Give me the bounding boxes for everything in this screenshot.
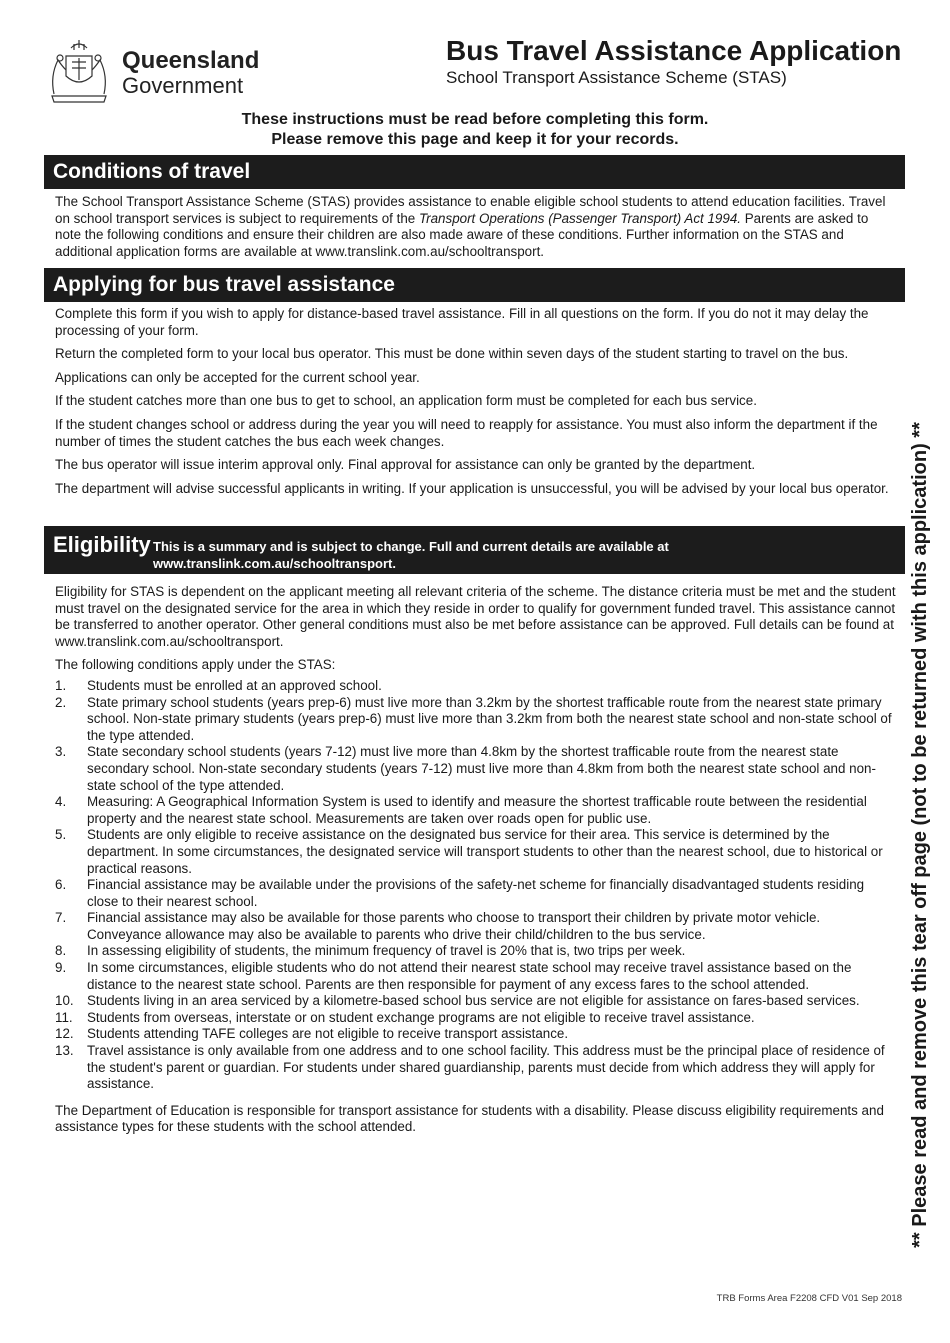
applying-paragraph: If the student catches more than one bus to get to school, an application form must be completed for each bus service.	[55, 393, 757, 409]
applying-paragraph: The department will advise successful applicants in writing. If your application is unsuccessful, you will be advised by your local bus operator.	[55, 480, 889, 496]
eligibility-body	[55, 584, 897, 1143]
list-number: 11.	[55, 1009, 73, 1025]
conditions-body	[55, 194, 897, 267]
list-item	[55, 910, 897, 943]
list-item	[55, 1026, 897, 1043]
conditions-heading: Conditions of travel	[53, 160, 251, 183]
list-number: 1.	[55, 677, 67, 693]
list-item	[55, 678, 897, 695]
list-item	[55, 695, 897, 745]
list-number: 3.	[55, 744, 67, 760]
coat-of-arms-icon	[44, 36, 114, 106]
list-item	[55, 943, 897, 960]
conditions-text-1: The School Transport Assistance Scheme (STAS) provides assistance to enable eligible school students to attend education facilities. Travel on school transport services is subject to requirements of the	[55, 194, 886, 226]
list-text: State secondary school students (years 7-12) must live more than 4.8km by the shortest trafficable route from the nearest state secondary school. Non-state secondary students (years 7-12) must live more than 4.8km from both the nearest state school and non-state school of the type attended.	[87, 744, 876, 793]
eligibility-note: This is a summary and is subject to change. Full and current details are available at www.translink.com.au/schooltransport.	[153, 539, 669, 571]
list-number: 10.	[55, 993, 74, 1009]
list-text: In some circumstances, eligible students who do not attend their nearest state school may receive travel assistance based on the distance to the nearest state school. Parents are then responsible for payment of any excess fares to the school attended.	[87, 960, 852, 992]
page-subtitle: School Transport Assistance Scheme (STAS)	[446, 68, 787, 87]
list-text: State primary school students (years prep-6) must live more than 3.2km by the shortest trafficable route from the nearest state primary school. Non-state primary students (years prep-6) must live more than 3.2km from both the nearest state school and non-state school of the type attended.	[87, 694, 892, 743]
logo-queensland: Queensland	[122, 47, 260, 74]
tear-off-side-note: ** Please read and remove this tear off page (not to be returned with this application) **	[909, 422, 931, 1248]
list-number: 7.	[55, 910, 67, 926]
list-number: 4.	[55, 794, 67, 810]
list-item	[55, 794, 897, 827]
list-number: 9.	[55, 960, 67, 976]
list-item	[55, 993, 897, 1010]
instruction-line-2: Please remove this page and keep it for your records.	[271, 131, 679, 148]
list-item	[55, 877, 897, 910]
eligibility-closing: The Department of Education is responsible for transport assistance for students with a disability. Please discuss eligibility requirements and assistance types for these students with the school attended.	[55, 1102, 884, 1135]
list-number: 12.	[55, 1026, 74, 1042]
form-reference-footer: TRB Forms Area F2208 CFD V01 Sep 2018	[716, 1293, 902, 1304]
list-text: In assessing eligibility of students, the minimum frequency of travel is 20% that is, two trips per week.	[87, 943, 686, 959]
list-text: Students living in an area serviced by a kilometre-based school bus service are not eligible for assistance on fares-based services.	[87, 993, 860, 1009]
applying-paragraph: Return the completed form to your local bus operator. This must be done within seven days of the student starting to travel on the bus.	[55, 346, 849, 362]
eligibility-intro: Eligibility for STAS is dependent on the applicant meeting all relevant criteria of the scheme. The distance criteria must be met and the student must travel on the designated service for the area in which they reside in order to qualify for government funded travel. This assistance cannot be transferred to another operator. Other general conditions must also be met before assistance can be approved. Full details can be found at www.translink.com.au/schooltransport.	[55, 584, 896, 649]
list-text: Students from overseas, interstate or on student exchange programs are not eligible to receive travel assistance.	[87, 1009, 755, 1025]
list-text: Financial assistance may also be available for those parents who choose to transport their children by private motor vehicle. Conveyance allowance may also be available to parents who drive their child/children to the bus service.	[87, 910, 821, 942]
applying-body	[55, 306, 897, 504]
queensland-government-logo	[44, 36, 274, 106]
list-item	[55, 960, 897, 993]
list-item	[55, 1043, 897, 1093]
list-number: 6.	[55, 877, 67, 893]
list-text: Students must be enrolled at an approved school.	[87, 677, 382, 693]
list-text: Measuring: A Geographical Information System is used to identify and measure the shortest trafficable route between the residential property and the nearest state school. Measurements are taken over roads open for public use.	[87, 794, 867, 826]
applying-heading-bar	[44, 268, 905, 302]
logo-government: Government	[122, 73, 244, 98]
eligibility-conditions-list	[55, 678, 897, 1093]
list-item	[55, 1010, 897, 1027]
page-title: Bus Travel Assistance Application	[446, 35, 902, 66]
conditions-paragraph	[55, 194, 897, 260]
list-text: Students attending TAFE colleges are not eligible to receive transport assistance.	[87, 1026, 569, 1042]
list-number: 5.	[55, 827, 67, 843]
list-item	[55, 744, 897, 794]
conditions-text-2: Parents are asked to note the following conditions and ensure their children are also made aware of these conditions. Further information on the STAS and additional application forms are available at www.translink.com.au/schooltransport.	[55, 210, 869, 259]
list-number: 13.	[55, 1043, 74, 1059]
eligibility-heading: Eligibility	[53, 532, 151, 557]
act-name: Transport Operations (Passenger Transport) Act 1994.	[418, 210, 741, 226]
list-number: 8.	[55, 943, 67, 959]
applying-heading: Applying for bus travel assistance	[53, 273, 395, 296]
applying-paragraph: Complete this form if you wish to apply for distance-based travel assistance. Fill in all questions on the form. If you do not it may delay the processing of your form.	[55, 306, 869, 338]
applying-paragraph: Applications can only be accepted for the current school year.	[55, 369, 420, 385]
list-item	[55, 827, 897, 877]
list-text: Financial assistance may be available under the provisions of the safety-net scheme for financially disadvantaged students residing close to their nearest school.	[87, 877, 865, 909]
eligibility-lead: The following conditions apply under the STAS:	[55, 657, 336, 673]
applying-paragraph: If the student changes school or address during the year you will need to reapply for assistance. You must also inform the department if the number of times the student catches the bus each week changes.	[55, 416, 878, 449]
list-text: Travel assistance is only available from one address and to one school facility. This address must be the principal place of residence of the student's parent or guardian. For students under shared guardianship, parents must decide from which address they will apply for assistance.	[87, 1043, 885, 1092]
conditions-heading-bar	[44, 155, 905, 189]
list-number: 2.	[55, 694, 67, 710]
eligibility-heading-bar	[44, 526, 905, 574]
instruction-line-1: These instructions must be read before completing this form.	[241, 111, 709, 128]
instructions-notice	[180, 110, 770, 150]
applying-paragraph: The bus operator will issue interim approval only. Final approval for assistance can only be granted by the department.	[55, 457, 756, 473]
list-text: Students are only eligible to receive assistance on the designated bus service for their area. This service is determined by the department. In some circumstances, the designated service will transport students to other than the nearest school, due to historical or practical reasons.	[87, 827, 883, 876]
